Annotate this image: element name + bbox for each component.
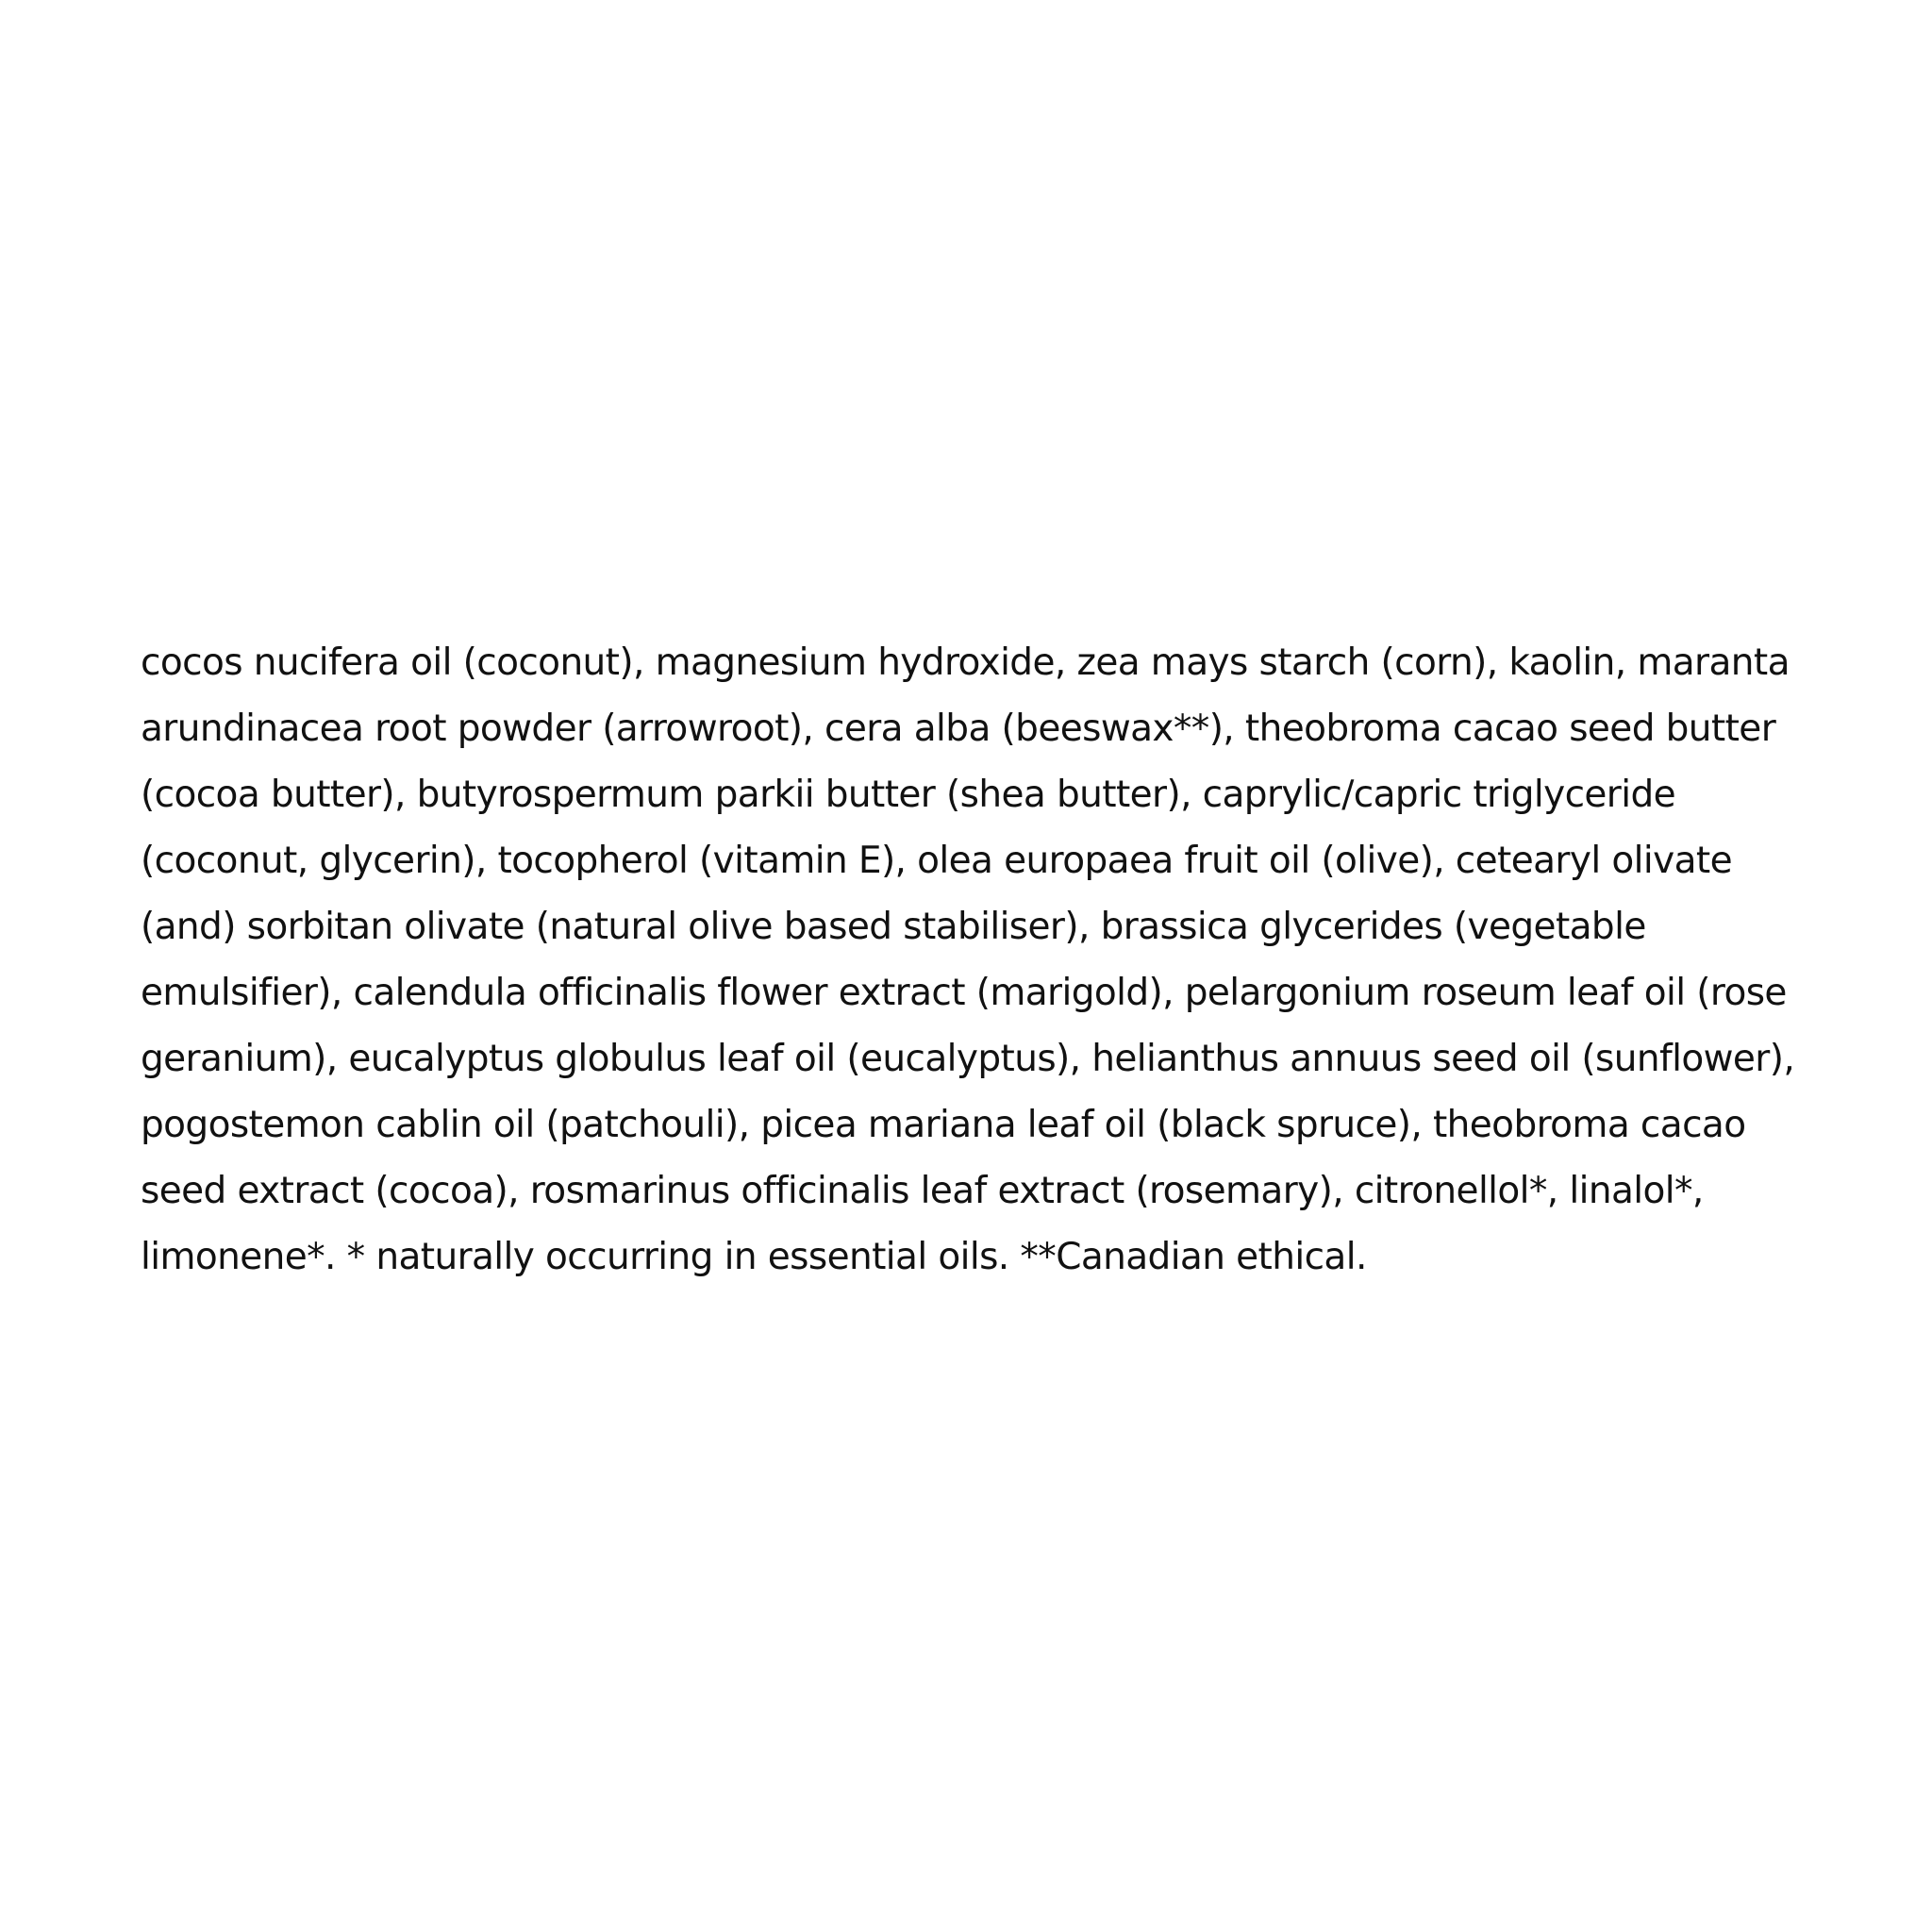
ingredients-line-5: (and) sorbitan olivate (natural olive based stabiliser), brassica glycerides (vegetable — [141, 906, 1646, 948]
ingredients-line-3: (cocoa butter), butyrospermum parkii butter (shea butter), caprylic/capric triglyceride — [141, 774, 1676, 816]
ingredients-line-1: cocos nucifera oil (coconut), magnesium hydroxide, zea mays starch (corn), kaolin, maranta — [141, 641, 1790, 684]
ingredients-line-10: limonene*. * naturally occurring in essential oils. **Canadian ethical. — [141, 1236, 1367, 1278]
ingredients-paragraph — [141, 630, 1829, 1291]
ingredients-line-4: (coconut, glycerin), tocopherol (vitamin E), olea europaea fruit oil (olive), cetearyl olivate — [141, 840, 1732, 882]
ingredients-line-8: pogostemon cablin oil (patchouli), picea mariana leaf oil (black spruce), theobroma cacao — [141, 1104, 1746, 1146]
ingredients-line-2: arundinacea root powder (arrowroot), cera alba (beeswax**), theobroma cacao seed butter — [141, 708, 1776, 750]
ingredients-line-9: seed extract (cocoa), rosmarinus officinalis leaf extract (rosemary), citronellol*, linalol*, — [141, 1170, 1704, 1212]
ingredients-line-6: emulsifier), calendula officinalis flower extract (marigold), pelargonium roseum leaf oil (rose — [141, 972, 1787, 1014]
ingredients-line-7: geranium), eucalyptus globulus leaf oil (eucalyptus), helianthus annuus seed oil (sunflower), — [141, 1038, 1795, 1080]
